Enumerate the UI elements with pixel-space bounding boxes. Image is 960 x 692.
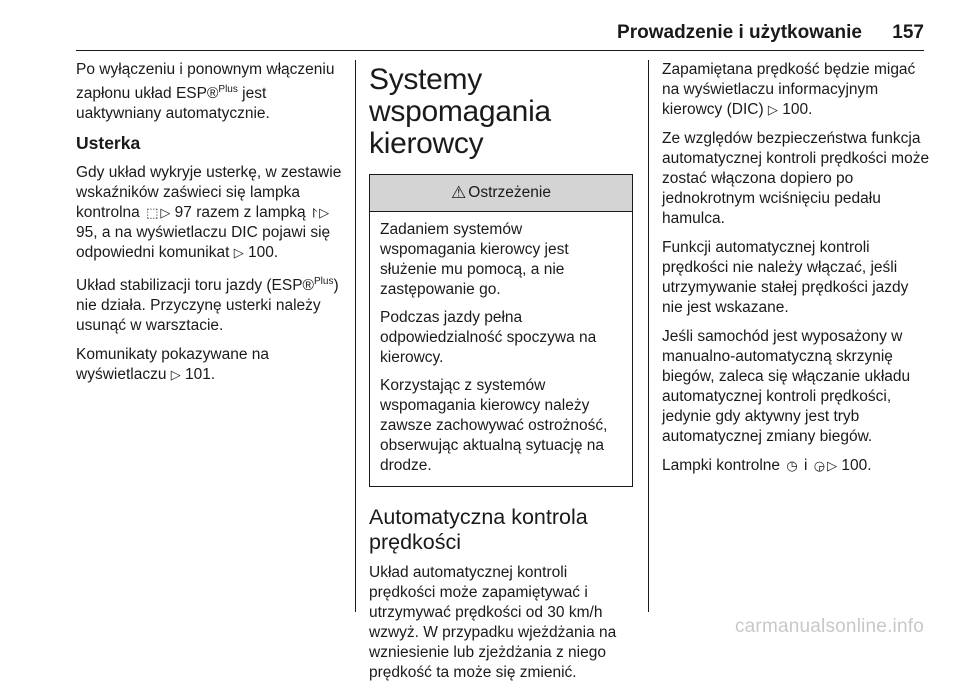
paragraph-control-lamps: Lampki kontrolne ◷ i ◶ ▷ 100.	[662, 457, 872, 474]
paragraph-messages: Komunikaty pokazywane na wyświetlaczu ▷ 101.	[76, 346, 270, 384]
column-divider	[648, 60, 649, 612]
warning-icon: ⚠	[451, 183, 467, 202]
warning-paragraph: Podczas jazdy pełna odpowiedzialność spoczywa na kierowcy.	[380, 309, 597, 366]
traction-lamp-icon: ⨡	[311, 205, 318, 221]
warning-paragraph: Korzystając z systemów wspomagania kierowcy należy zawsze zachowywać ostrożność, obserwując aktualną sytuację na drodze.	[380, 377, 608, 474]
page-number: 157	[892, 22, 924, 43]
page-header	[76, 18, 924, 51]
triangle-right-icon: ▷	[319, 205, 330, 221]
paragraph-speed-blink: Zapamiętana prędkość będzie migać na wyświetlaczu informacyjnym kierowcy (DIC) ▷ 100.	[662, 61, 916, 118]
heading-cruise-control: Automatyczna kontrola prędkości	[369, 505, 588, 554]
cruise-control-set-lamp-icon: ◶	[813, 458, 826, 473]
column-divider	[355, 60, 356, 612]
warning-paragraph: Zadaniem systemów wspomagania kierowcy jest służenie mu pomocą, a nie zastępowanie go.	[380, 221, 569, 298]
watermark: carmanualsonline.info	[734, 616, 924, 637]
warning-header	[370, 175, 632, 212]
column-middle	[369, 60, 633, 692]
warning-body	[370, 212, 632, 486]
warning-title: Ostrzeżenie	[468, 184, 551, 201]
column-left	[76, 60, 344, 394]
paragraph-gearbox: Jeśli samochód jest wyposażony w manualno-automatyczną skrzynię biegów, zaleca się włączanie układu automatycznej kontroli prędkości, jedynie gdy aktywny jest tryb automatycznej zmiany biegów.	[662, 328, 911, 445]
heading-fault: Usterka	[76, 133, 141, 154]
paragraph-safety: Ze względów bezpieczeństwa funkcja automatycznej kontroli prędkości może zostać włączona dopiero po jednokrotnym wciśnięciu pedału hamulca.	[662, 130, 930, 227]
warning-box	[369, 174, 633, 487]
column-right	[662, 60, 932, 485]
heading-driver-assistance: Systemy wspomagania kierowcy	[369, 63, 551, 160]
page-title: Prowadzenie i użytkowanie	[617, 22, 862, 43]
paragraph-esp-inactive: Układ stabilizacji toru jazdy (ESP®$^{Plus}$) nie działa. Przyczynę usterki należy usunąć w warsztacie.	[76, 276, 339, 335]
esp-lamp-icon: ⬚	[146, 205, 159, 221]
triangle-right-icon: ▷	[827, 458, 838, 473]
paragraph-esp-reactivation: Po wyłączeniu i ponownym włączeniu zapłonu układ ESP®$^{Plus}$ jest uaktywniany automatycznie.	[76, 61, 335, 123]
triangle-right-icon: ▷	[767, 102, 778, 117]
paragraph-not-recommended: Funkcji automatycznej kontroli prędkości nie należy włączać, jeśli utrzymywanie stałej prędkości jazdy nie jest wskazane.	[662, 239, 909, 316]
paragraph-fault: Gdy układ wykryje usterkę, w zestawie wskaźników zaświeci się lampka kontrolna ⬚ ▷ 97 razem z lampką ⨡ ▷ 95, a na wyświetlaczu DIC pojawi się odpowiedni komunikat ▷ 100.	[76, 164, 342, 262]
cruise-control-lamp-icon: ◷	[786, 458, 798, 473]
triangle-right-icon: ▷	[170, 367, 181, 383]
paragraph-cruise-control: Układ automatycznej kontroli prędkości może zapamiętywać i utrzymywać prędkości od 30 km/h wzwyż. W przypadku wjeżdżania na wzniesienie lub zjeżdżania z niego prędkość ta może się zmienić.	[369, 564, 617, 681]
triangle-right-icon: ▷	[160, 205, 171, 221]
triangle-right-icon: ▷	[233, 245, 244, 261]
